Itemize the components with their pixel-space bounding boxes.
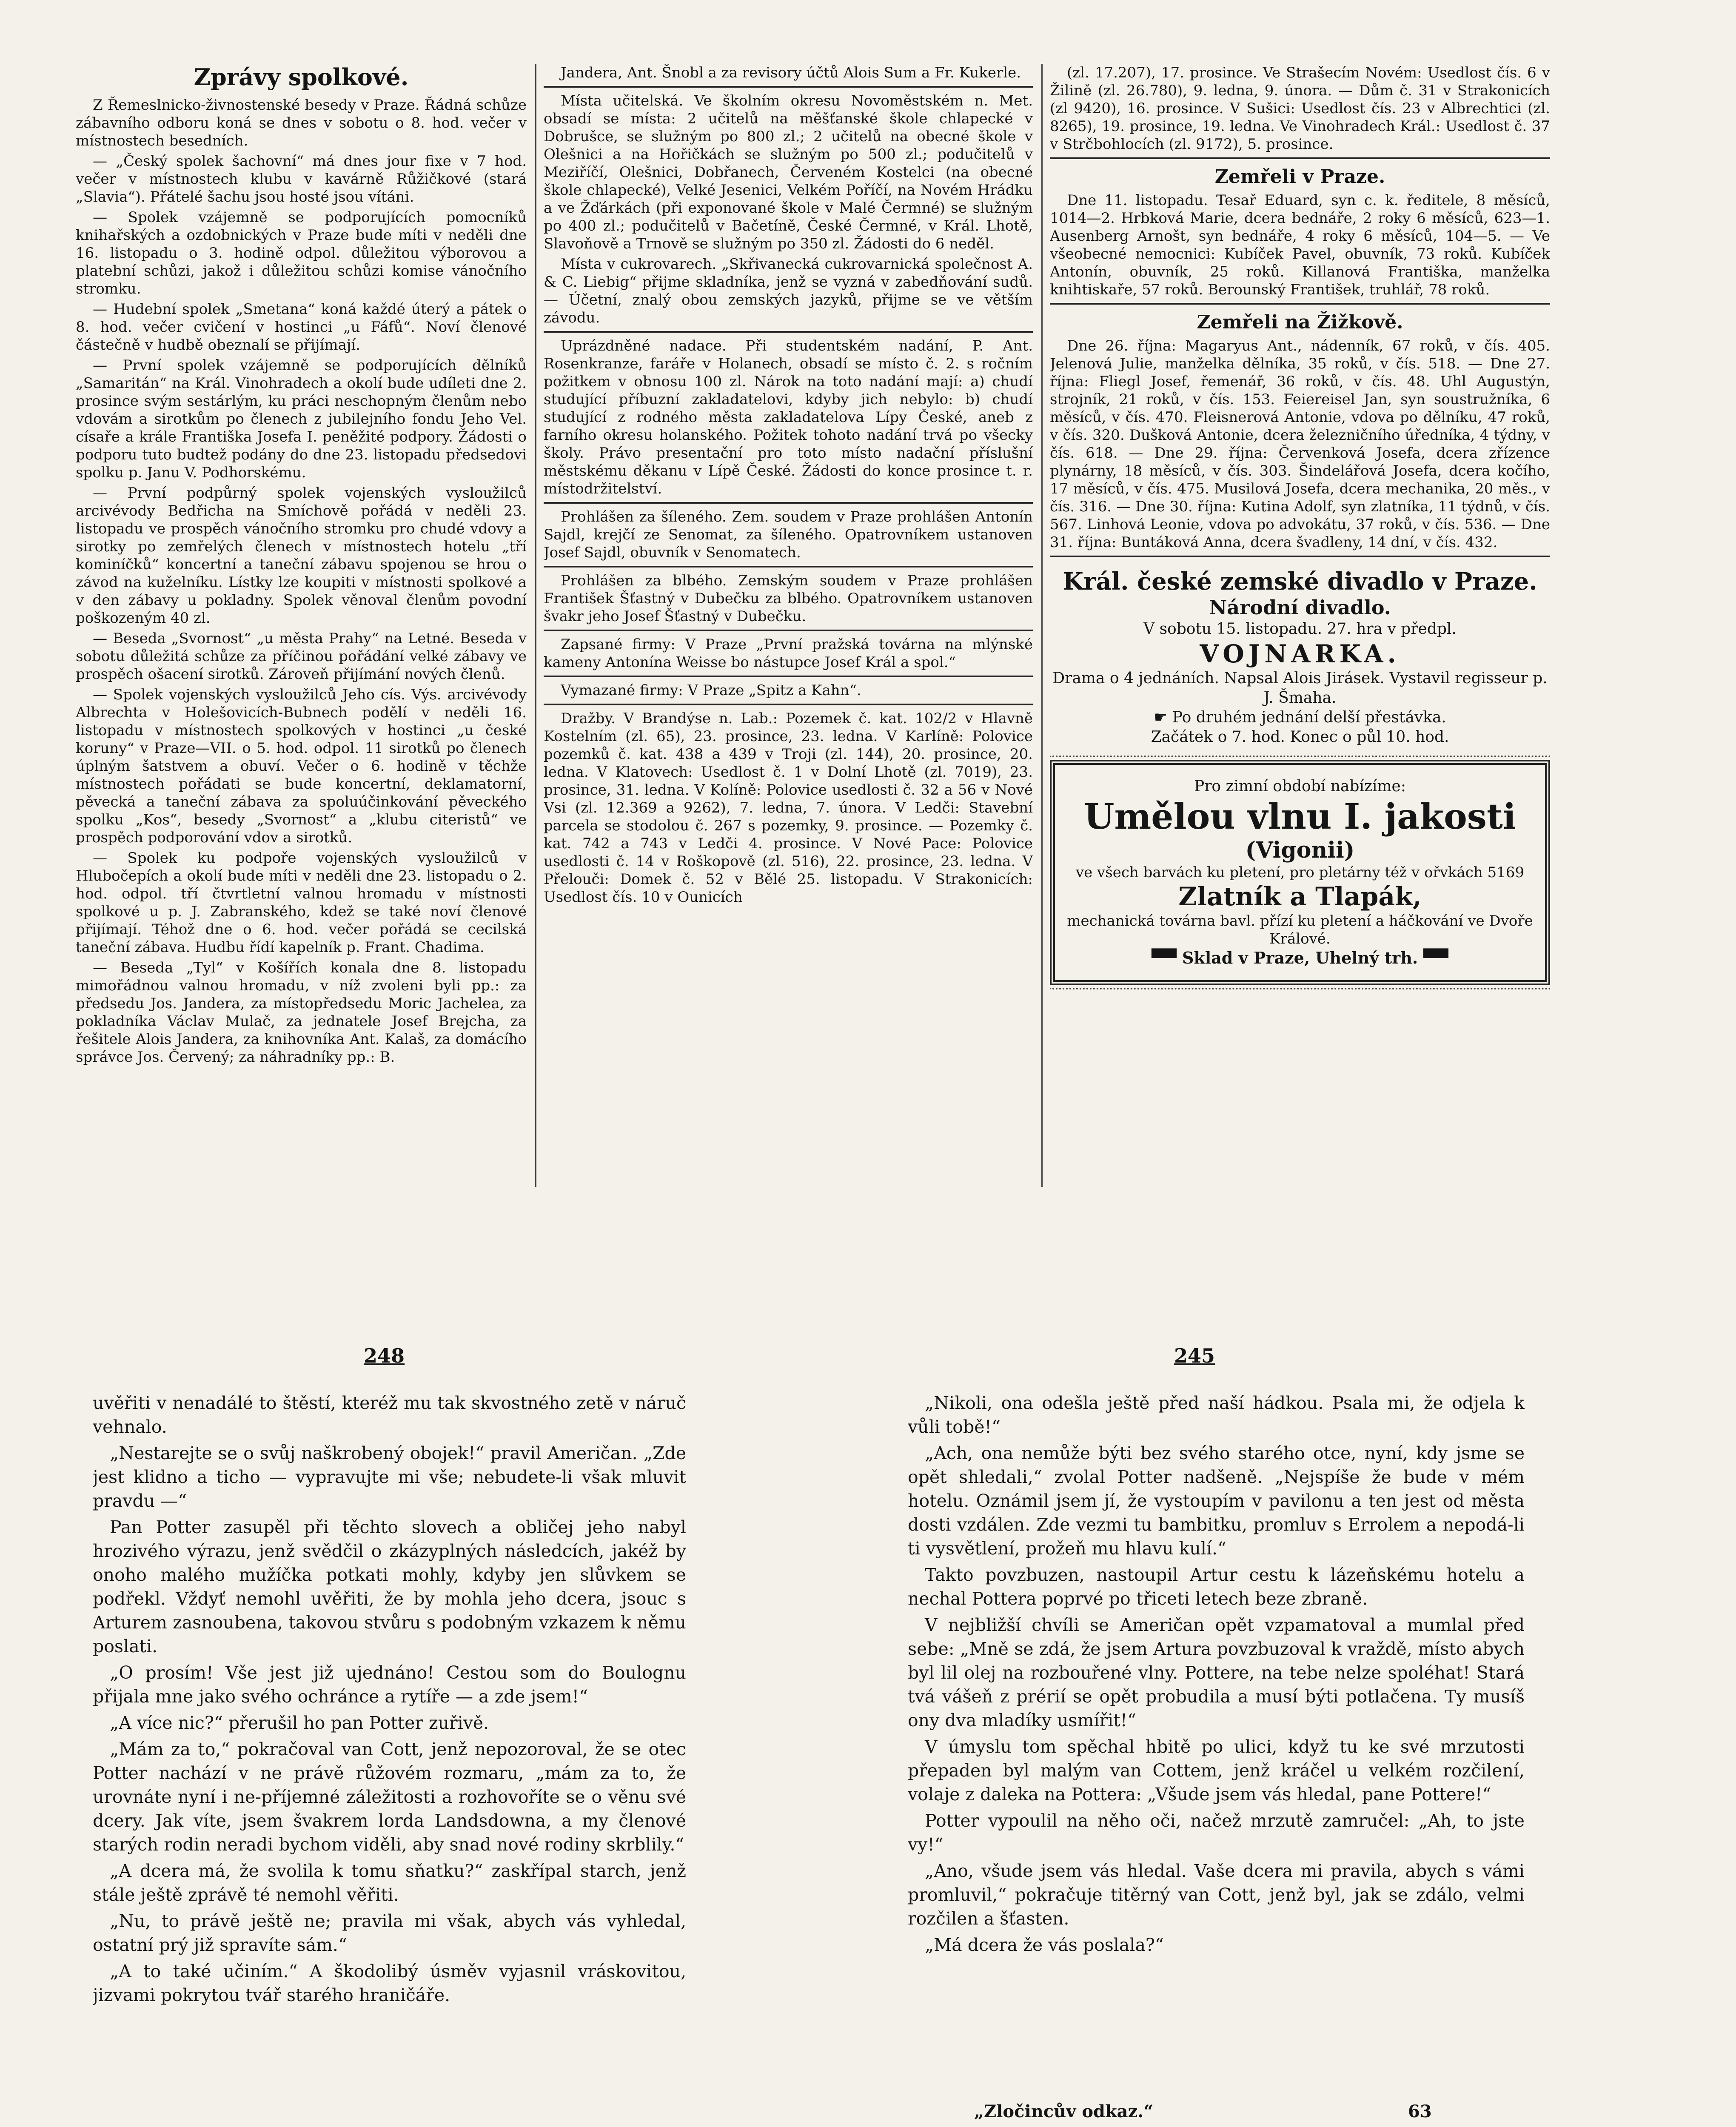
section-title-deaths-prague: Zemřeli v Praze. [1214, 166, 1385, 188]
divider [1050, 157, 1550, 159]
ad-company: Zlatník a Tlapák, [1178, 882, 1422, 912]
advertisement-wool [1050, 760, 1550, 985]
divider [544, 331, 1033, 333]
paragraph: — První spolek vzájemně se podporujících dělníků „Samaritán“ na Král. Vinohradech a okolí bude udíleti dne 2. prosince svým sestárlým, ku práci neschopným členům nebo vdovám a sirotkům po členech z jubilejního fondu Jeho Vel. císaře a krále Františka Josefa I. peněžité podpory. Žádosti o podporu tuto budtež podány do dne 23. listopadu předsedovi spolku p. Janu V. Podhorskému. [76, 357, 527, 481]
paragraph: „Mám za to,“ pokračoval van Cott, jenž nepozoroval, že se otec Potter nachází v ne právě růžovém rozmaru, „mám za to, že urovnáte nyní i ne-příjemné záležitosti a rozhovoříte se o věnu své dcery. Jak víte, jsem švakrem lorda Landsdowna, a my členové starých rodin neradi bychom viděli, aby snad nové rodiny skrblily.“ [93, 1739, 686, 1855]
divider [544, 630, 1033, 631]
ad-line: ▀▀ Sklad v Praze, Uhelný trh. ▀▀ [1152, 948, 1448, 967]
paragraph: — Hudební spolek „Smetana“ koná každé úterý a pátek o 8. hod. večer cvičení v hostinci „u Fáfů“. Noví členové částečně v hudbě obeznalí se přijímají. [76, 301, 527, 354]
divider [1050, 556, 1550, 557]
paragraph: — Beseda „Svornost“ „u města Prahy“ na Letné. Beseda v sobotu důležitá schůze za příčinou pořádání velké zábavy ve prospěch ošacení sirotků. Zároveň přijímání nových členů. [76, 630, 527, 683]
paragraph-registered-firms: Zapsané firmy: V Praze „První pražská továrna na mlýnské kameny Antonína Weisse bo nástupce Josef Král a spol.“ [544, 636, 1033, 671]
paragraph: Takto povzbuzen, nastoupil Artur cestu k lázeňskému hotelu a nechal Pottera poprvé po třiceti letech beze zbraně. [908, 1565, 1525, 1609]
paragraph: „A dcera má, že svolila k tomu sňatku?“ zaskřípal starch, jenž stále ještě zprávě té nemohl věřiti. [93, 1861, 686, 1905]
divider [1050, 303, 1550, 305]
paragraph: Jandera, Ant. Šnobl a za revisory účtů Alois Sum a Fr. Kukerle. [561, 64, 1021, 81]
paragraph: — První podpůrný spolek vojenských vysloužilců arcivévody Bedřicha na Smíchově pořádá v neděli 23. listopadu ve prospěch vánočního stromku pro chudé vdovy a sirotky po zemřelých členech v místnostech hotelu „tří kominíčků“ koncertní a taneční zábavu spojenou se hrou o závod na kuželníku. Lístky lze koupiti v místnosti spolkové a v den zábavy u pokladny. Spolek věnoval členům povodní poškozeným 40 zl. [76, 485, 527, 627]
paragraph: Pan Potter zasupěl při těchto slovech a obličej jeho nabyl hrozivého výrazu, jenž svědčil o zkázyplných následcích, jakéž by onoho malého mužíčka potkati mohly, kdyby jen slůvkem se podřekl. Vždyť nemohl uvěřiti, že by mohla jeho dcera, jsouc s Arturem zasnoubena, takovou stvůru s podobným vzkazem k němu poslati. [93, 1517, 686, 1657]
paragraph: „A to také učiním.“ A škodolibý úsměv vyjasnil vráskovitou, jizvami pokrytou tvář starého hraničáře. [93, 1961, 686, 2005]
theatre-date: V sobotu 15. listopadu. 27. hra v předpl. [1143, 620, 1457, 638]
column-divider [535, 64, 536, 1187]
column-divider [1041, 64, 1043, 1187]
divider [544, 502, 1033, 504]
ad-line: (Vigonii) [1245, 837, 1355, 863]
paragraph: Z Řemeslnicko-živnostenské besedy v Praze. Řádná schůze zábavního odboru koná se dnes v sobotu o 8. hod. večer v místnostech besedních. [76, 97, 527, 149]
paragraph: — Spolek vzájemně se podporujících pomocníků knihařských a ozdobnických v Praze bude míti v neděli dne 16. listopadu o 3. hodině odpol. důležitou výborovou a platební schůzi, jakož i důležitou schůzi komise vánočního stromku. [76, 209, 527, 297]
paragraph: „Nestarejte se o svůj naškrobený obojek!“ pravil Američan. „Zde jest klidno a ticho — vypravujte mi vše; nebudete-li však mluvit pravdu —“ [93, 1443, 686, 1511]
column-deaths-theatre [1050, 64, 1550, 1187]
section-title-deaths-zizkov: Zemřeli na Žižkově. [1197, 311, 1403, 333]
paragraph: „O prosím! Vše jest již ujednáno! Cestou som do Boulognu přijala mne jako svého ochránce a rytíře — a zde jsem!“ [93, 1662, 686, 1707]
paragraph-deaths-prague: Dne 11. listopadu. Tesař Eduard, syn c. k. ředitele, 8 měsíců, 1014—2. Hrbková Marie, dcera bednáře, 2 roky 6 měsíců, 623—1. Ausenberg Arnošt, syn bednáře, 4 roky 6 měsíců, 104—5. — Ve všeobecné nemocnici: Kubíček Pavel, obuvník, 73 roků. Kubíček Antonín, obuvník, 25 roků. Killanová Františka, manželka knihtiskaře, 57 roků. Berounský František, truhlář, 78 roků. [1050, 192, 1550, 298]
paragraph: V úmyslu tom spěchal hbitě po ulici, když tu ke své mrzutosti přepaden byl malým van Cottem, jenž kráčel u velkém rozčilení, volaje z daleka na Pottera: „Všude jsem vás hledal, pane Pottere!“ [908, 1736, 1525, 1805]
theatre-times: Začátek o 7. hod. Konec o půl 10. hod. [1151, 728, 1449, 746]
page-number-left: 248 [364, 1344, 405, 1367]
paragraph: — „Český spolek šachovní“ má dnes jour fixe v 7 hod. večer v místnostech klubu v kavárně Růžičkové (stará „Slavia“). Přátelé šachu jsou hosté jsou vítáni. [76, 153, 527, 205]
column-notices [544, 64, 1033, 1187]
paragraph-teacher-positions: Místa učitelská. Ve školním okresu Novoměstském n. Met. obsadí se místa: 2 učitelů na měšťanské škole chlapecké v Dobrušce, se služným po 800 zl.; 2 učitelů na obecné škole v Olešnici a na Hořičkách se služným po 500 zl.; podučitelů v Meziříčí, Olešnici, Dobřanech, Červeném Kostelci (na obecné škole chlapecké), Velké Jesenici, Velkém Poříčí, na Novém Hrádku a ve Žďárkách (při exponované škole v Malé Čermné) se služným po 400 zl.; podučitelů v Bačetíně, České Čermné, v Král. Lhotě, Slavoňově a Trnově se služným po 350 zl. Žádosti do 6 neděl. [544, 92, 1033, 252]
paragraph-deleted-firms: Vymazané firmy: V Praze „Spitz a Kahn“. [561, 682, 861, 699]
paragraph-auctions: Dražby. V Brandýse n. Lab.: Pozemek č. kat. 102/2 v Hlavně Kostelním (zl. 65), 23. prosince, 23. ledna. V Karlíně: Polovice pozemků č. kat. 438 a 439 v Troji (zl. 144), 20. prosince, 20. ledna. V Klatovech: Usedlost č. 1 v Dolní Lhotě (zl. 7019), 23. prosince, 31. ledna. V Kolíně: Polovice usedlosti č. 32 a 56 v Nové Vsi (zl. 12.369 a 9262), 7. ledna, 7. února. V Ledči: Stavební parcela se stodolou č. 267 s pozemky, 9. prosince. — Pozemky č. kat. 742 a 743 v Ledči 4. prosince. V Nové Pace: Polovice usedlosti č. 14 v Roškopově (zl. 516), 22. prosince, 23. ledna. V Přelouči: Domek č. 52 v Bělé 25. listopadu. V Strakonicích: Usedlost čís. 10 v Ounicích [544, 710, 1033, 906]
paragraph: V nejbližší chvíli se Američan opět vzpamatoval a mumlal před sebe: „Mně se zdá, že jsem Artura povzbuzoval k vraždě, místo abych byl lil olej na rozbouřené vlny. Pottere, na tebe nelze spoléhat! Stará tvá vášeň z prérií se opět probudila a musí býti potlačena. Ty musíš ony dva mladíky usmířit!“ [908, 1615, 1525, 1731]
paragraph-endowments: Uprázdněné nadace. Při studentském nadání, P. Ant. Rosenkranze, faráře v Holanech, obsadí se místo č. 2. s ročním požitkem v obnosu 100 zl. Nárok na toto nadání mají: a) chudí studující příbuzní zakladatelovi, kdyby jich nebylo: b) chudí studující z rodného města zakladatelova Lípy České, aneb z farního okresu holanského. Požitek tohoto nadání trvá po všecky školy. Právo presentační pro toto místo nadační příslušní městskému děkanu v Lípě České. Žádosti do konce prosince t. r. místodržitelství. [544, 337, 1033, 497]
paragraph: — Spolek ku podpoře vojenských vysloužilců v Hlubočepích a okolí bude míti v neděli dne 23. listopadu o 2. hod. odpol. tří čtvrtletní valnou hromadu v místnosti spolkové u p. J. Zabranského, kdež se také noví členové přijímají. Téhož dne o 6. hod. večer pořádá se cecilská taneční zábava. Hudbu řídí kapelník p. Frant. Chadima. [76, 850, 527, 956]
theatre-pause: ☛ Po druhém jednání delší přestávka. [1154, 709, 1446, 726]
paragraph-sugar-factory-positions: Místa v cukrovarech. „Skřivanecká cukrovarnická společnost A. & C. Liebig“ přijme skladníka, jenž se vyzná v zabedňování sudů. — Účetní, znalý obou zemských jazyků, přijme se ve větším závodu. [544, 256, 1033, 326]
paragraph-deaths-zizkov: Dne 26. října: Magaryus Ant., nádenník, 67 roků, v čís. 405. Jelenová Julie, manželka dělníka, 35 roků, v čís. 518. — Dne 27. října: Fliegl Josef, řemenář, 36 roků, v čís. 48. Uhl Augustýn, strojník, 21 roků, v čís. 153. Feiereisel Jan, syn soustružníka, 6 měsíců, v čís. 470. Fleisnerová Antonie, vdova po dělníku, 47 roků, v čís. 320. Dušková Antonie, dcera železničního úředníka, 4 týdny, v čís. 618. — Dne 29. října: Červenková Josefa, dcera zřízence plynárny, 18 měsíců, v čís. 303. Šindelářová Josefa, dcera kočího, 17 měsíců, v čís. 475. Musilová Josefa, dcera mechanika, 20 měs., v čís. 316. — Dne 30. října: Kutina Adolf, syn zlatníka, 11 týdnů, v čís. 567. Linhová Leonie, vdova po advokátu, 37 roků, v čís. 536. — Dne 31. října: Buntáková Anna, dcera švadleny, 14 dní, v čís. 432. [1050, 337, 1550, 551]
divider [544, 86, 1033, 88]
page-number-right: 245 [1174, 1344, 1215, 1367]
novel-page-left [93, 1391, 686, 2127]
ad-headline: Umělou vlnu I. jakosti [1084, 796, 1516, 837]
paragraph: „Ano, všude jsem vás hledal. Vaše dcera mi pravila, abych s vámi promluvil,“ pokračuje titěrný van Cott, jenž byl, jak se zdálo, velmi rozčilen a šťasten. [908, 1861, 1525, 1929]
footer-sheet-number: 63 [1408, 2101, 1432, 2121]
paragraph-declared-insane: Prohlášen za šíleného. Zem. soudem v Praze prohlášen Antonín Sajdl, krejčí ze Senomat, za šíleného. Opatrovníkem ustanoven Josef Sajdl, obuvník v Senomatech. [544, 508, 1033, 561]
block-icon: ▀▀ [1418, 948, 1448, 967]
ad-line: ve všech barvách ku pletení, pro pletárny též v ořvkách 5169 [1075, 864, 1525, 881]
theatre-title: Král. české zemské divadlo v Praze. [1063, 567, 1537, 596]
paragraph: „A více nic?“ přerušil ho pan Potter zuřivě. [110, 1713, 489, 1733]
block-icon: ▀▀ [1152, 948, 1182, 967]
theatre-subtitle: Národní divadlo. [1209, 596, 1391, 619]
ad-line: Pro zimní období nabízíme: [1194, 778, 1406, 795]
paragraph: „Má dcera že vás poslala?“ [925, 1935, 1164, 1955]
ad-line: mechanická továrna bavl. přízí ku pletení a háčkování ve Dvoře Králové. [1067, 912, 1533, 947]
divider [544, 676, 1033, 677]
divider [544, 704, 1033, 705]
novel-page-right [908, 1391, 1525, 2127]
section-title-society-news: Zprávy spolkové. [194, 64, 409, 91]
paragraph: „Nu, to právě ještě ne; pravila mi však, abych vás vyhledal, ostatní prý již spravíte sám.“ [93, 1911, 686, 1955]
theatre-details: Drama o 4 jednáních. Napsal Alois Jirásek. Vystavil regisseur p. J. Šmaha. [1052, 670, 1548, 707]
paragraph-declared-imbecile: Prohlášen za blbého. Zemským soudem v Praze prohlášen František Šťastný v Dubečku za blbého. Opatrovníkem ustanoven švakr jeho Josef Šťastný v Dubečku. [544, 572, 1033, 625]
footer-novel-title: „Zločincův odkaz.“ [974, 2101, 1154, 2121]
divider [544, 566, 1033, 567]
paragraph: Potter vypoulil na něho oči, načež mrzutě zamručel: „Ah, to jste vy!“ [908, 1811, 1525, 1855]
theatre-play-title: VOJNARKA. [1200, 639, 1400, 668]
paragraph: „Nikoli, ona odešla ještě před naší hádkou. Psala mi, že odjela k vůli tobě!“ [908, 1393, 1525, 1437]
column-society-news [76, 64, 527, 1349]
paragraph: „Ach, ona nemůže býti bez svého starého otce, nyní, kdy jsme se opět shledali,“ zvolal Potter nadšeně. „Nejspíše že bude v mém hotelu. Oznámil jsem jí, že vystoupím v pavilonu a ten jest od města dosti vzdálen. Zde vezmi tu bambitku, promluv s Errolem a nepodá-li ti vysvětlení, prožeň mu hlavu kulí.“ [908, 1443, 1525, 1559]
pointing-hand-icon: ☛ [1154, 709, 1172, 726]
paragraph-auctions-cont: (zl. 17.207), 17. prosince. Ve Strašecím Novém: Usedlost čís. 6 v Žilině (zl. 26.780), 9. ledna, 9. února. — Dům č. 31 v Strakonicích (zl 9420), 16. prosince. V Sušici: Usedlost čís. 23 v Albrechtici (zl. 8265), 19. prosince, 19. ledna. Ve Vinohradech Král.: Usedlost č. 37 v Strčbohlocích (zl. 9172), 5. prosince. [1050, 64, 1550, 153]
paragraph: — Spolek vojenských vysloužilců Jeho cís. Výs. arcivévody Albrechta v Holešovicích-Bubnech podělí v neděli 16. listopadu v místnostech spolkových v hostinci „u české koruny“ v Praze—VII. o 5. hod. odpol. 11 sirotků po členech úplným šatstvem a obuví. Večer o 6. hodině v těchže místnostech pořádati se bude koncertní, deklamatorní, pěvecká a taneční zábava za spoluúčinkování pěveckého spolku „Kos“, besedy „Svornost“ a „klubu citeristů“ ve prospěch podporování vdov a sirotků. [76, 686, 527, 846]
theatre-announcement [1050, 567, 1550, 747]
paragraph: — Beseda „Tyl“ v Košířích konala dne 8. listopadu mimořádnou valnou hromadu, v níž zvoleni byli pp.: za předsedu Jos. Jandera, za místopředsedu Moric Jachelea, za pokladníka Václav Mulač, za jednatele Josef Brejcha, za řešitele Alois Jandera, za knihovníka Ant. Kalaš, za domácího správce Jos. Červený; za náhradníky pp.: B. [76, 959, 527, 1066]
paragraph: uvěřiti v nenadálé to štěstí, kteréž mu tak skvostného zetě v náruč vehnalo. [93, 1393, 686, 1437]
